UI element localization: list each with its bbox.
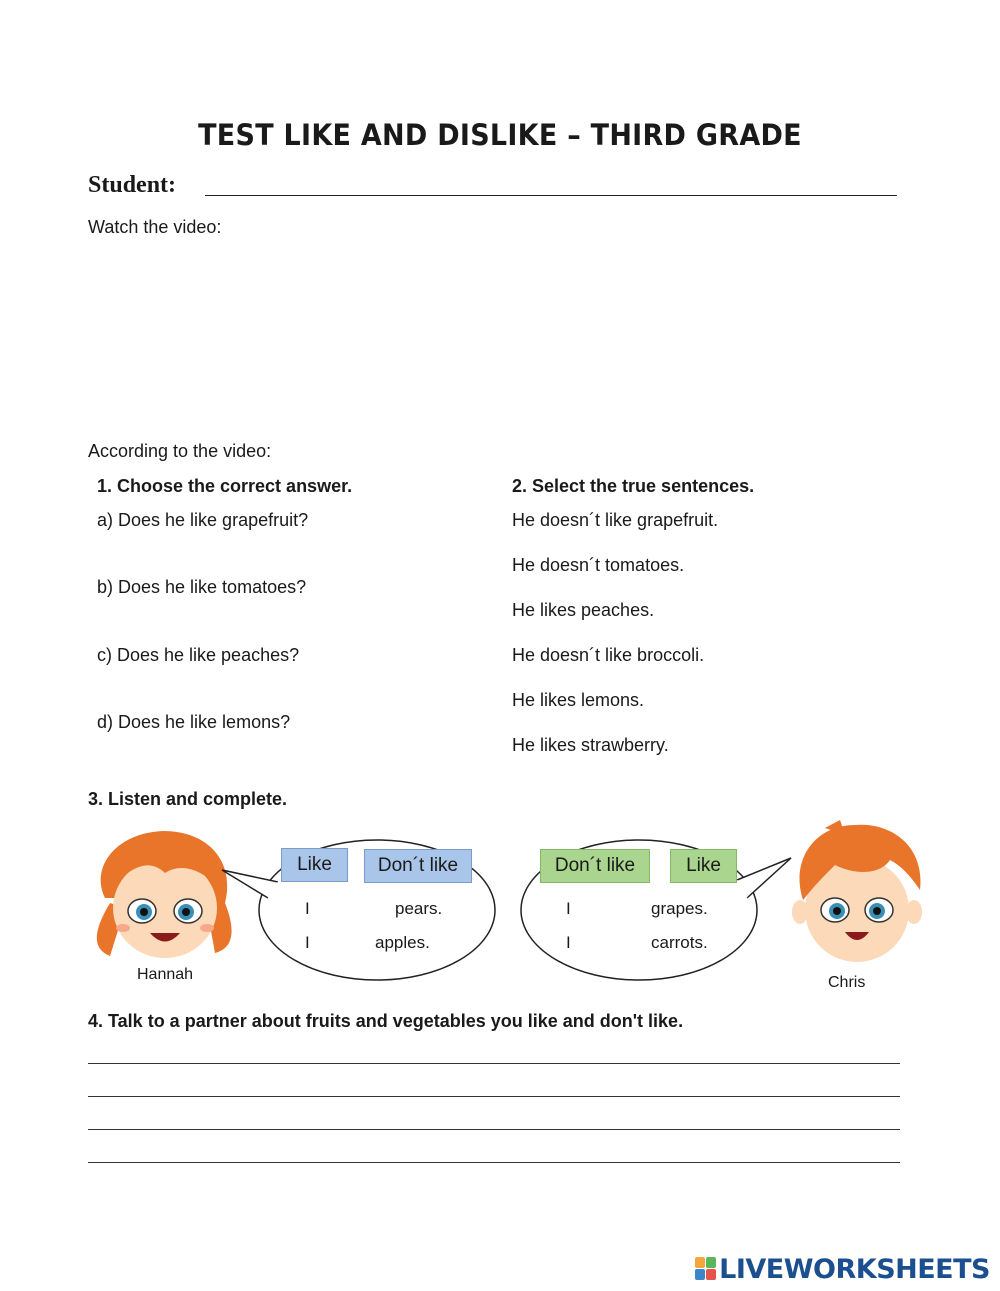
true-sentence-option[interactable]: He likes strawberry. (512, 735, 669, 755)
section4-heading: 4. Talk to a partner about fruits and vegetables you like and don't like. (88, 1011, 684, 1031)
question-c: c) Does he like peaches? (97, 645, 300, 665)
chris-face-icon (785, 820, 930, 970)
hannah-blank-1[interactable] (318, 897, 388, 919)
section1-heading: 1. Choose the correct answer. (97, 476, 353, 496)
chris-blank-1[interactable] (578, 897, 646, 919)
student-name-field[interactable] (205, 195, 897, 196)
chris-pronoun-1: I (566, 899, 571, 918)
section2-heading: 2. Select the true sentences. (512, 476, 755, 496)
liveworksheets-logo (695, 1254, 990, 1285)
according-instruction: According to the video: (88, 441, 272, 461)
true-sentence-option[interactable]: He likes lemons. (512, 690, 645, 710)
chris-dislike-tag: Don´t like (540, 849, 650, 883)
true-sentence-option[interactable]: He doesn´t like grapefruit. (512, 510, 719, 530)
student-label: Student: (88, 172, 177, 198)
logo-text: LIVEWORKSHEETS (719, 1254, 990, 1285)
answer-line[interactable] (88, 1063, 900, 1064)
chris-name: Chris (828, 974, 866, 991)
hannah-blank-2[interactable] (318, 931, 370, 953)
question-d: d) Does he like lemons? (97, 712, 291, 732)
chris-blank-2[interactable] (578, 931, 646, 953)
watch-instruction: Watch the video: (88, 217, 222, 237)
hannah-name: Hannah (137, 966, 194, 983)
hannah-dislike-tag: Don´t like (364, 849, 472, 883)
video-area[interactable] (88, 245, 908, 430)
chris-word-2: carrots. (651, 933, 708, 952)
hannah-pronoun-2: I (305, 933, 310, 952)
chris-word-1: grapes. (651, 899, 708, 918)
true-sentence-option[interactable]: He doesn´t tomatoes. (512, 555, 685, 575)
hannah-pronoun-1: I (305, 899, 310, 918)
liveworksheets-logo-icon (695, 1257, 717, 1281)
answer-line[interactable] (88, 1129, 900, 1130)
hannah-word-2: apples. (375, 933, 430, 952)
answer-line[interactable] (88, 1096, 900, 1097)
question-a: a) Does he like grapefruit? (97, 510, 309, 530)
hannah-like-tag: Like (281, 848, 348, 882)
question-b: b) Does he like tomatoes? (97, 577, 307, 597)
page-title: TEST LIKE AND DISLIKE – THIRD GRADE (198, 118, 802, 152)
section3-heading: 3. Listen and complete. (88, 789, 288, 809)
chris-pronoun-2: I (566, 933, 571, 952)
hannah-word-1: pears. (395, 899, 443, 918)
true-sentence-option[interactable]: He likes peaches. (512, 600, 655, 620)
chris-like-tag: Like (670, 849, 737, 883)
answer-line[interactable] (88, 1162, 900, 1163)
true-sentence-option[interactable]: He doesn´t like broccoli. (512, 645, 705, 665)
